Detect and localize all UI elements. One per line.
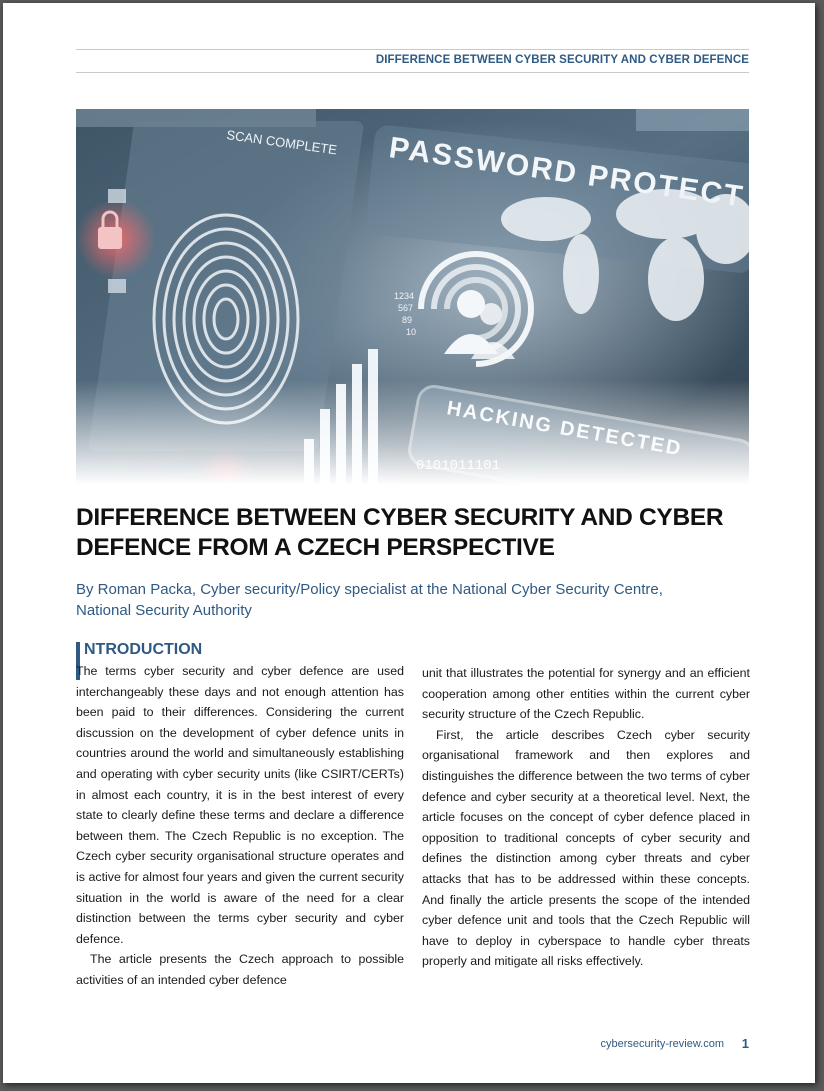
article-title-line2: DEFENCE FROM A CZECH PERSPECTIVE	[76, 534, 555, 561]
text-column-right	[422, 663, 750, 972]
running-header-title: DIFFERENCE BETWEEN CYBER SECURITY AND CYBER DEFENCE	[375, 54, 749, 66]
paragraph: The terms cyber security and cyber defence are used interchangeably these days and not enough attention has been paid to their differences. Considering the current discussion on the development of cyber defence units in countries around the world and simultaneously establishing and operating with cyber security units (like CSIRT/CERTs) in almost each country, it is in the best interest of every state to clearly define these terms and declare a difference between them. The Czech Republic is no exception. The Czech cyber security organisational structure operates and is active for almost four years and given the current security situation in the world is aware of the need for a clear distinction between the terms cyber security and cyber defence.	[76, 664, 404, 946]
page-footer	[76, 1035, 749, 1055]
running-header	[76, 49, 749, 73]
hero-image	[76, 109, 749, 485]
paragraph: First, the article describes Czech cyber security organisational framework and then explores and distinguishes the difference between the two terms of cyber defence and cyber security at a theoretical level. Next, the article focuses on the concept of cyber defence placed in opposition to traditional concepts of cyber security and defines the distinction among cyber threats and cyber attacks that has to be addressed within these concepts. And finally the article presents the scope of the intended cyber defence unit and tools that the Czech Republic will have to deploy in cyberspace to handle cyber threats properly and mitigate all risks effectively.	[422, 727, 750, 969]
paragraph: The article presents the Czech approach to possible activities of an intended cyber defence	[76, 952, 404, 987]
article-title	[76, 503, 766, 563]
article-byline	[76, 579, 749, 621]
footer-site: cybersecurity-review.com	[600, 1038, 724, 1050]
article-title-line1: DIFFERENCE BETWEEN CYBER SECURITY AND CYBER	[76, 504, 724, 531]
paragraph: unit that illustrates the potential for synergy and an efficient cooperation among other entities within the current cyber security structure of the Czech Republic.	[422, 666, 750, 722]
text-column-left	[76, 639, 404, 991]
byline-line1: By Roman Packa, Cyber security/Policy specialist at the National Cyber Security Centre,	[76, 581, 663, 598]
document-page	[3, 3, 815, 1083]
byline-line2: National Security Authority	[76, 602, 252, 619]
page-number: 1	[741, 1036, 749, 1051]
intro-heading-label: NTRODUCTION	[84, 641, 203, 658]
intro-heading	[76, 639, 404, 949]
